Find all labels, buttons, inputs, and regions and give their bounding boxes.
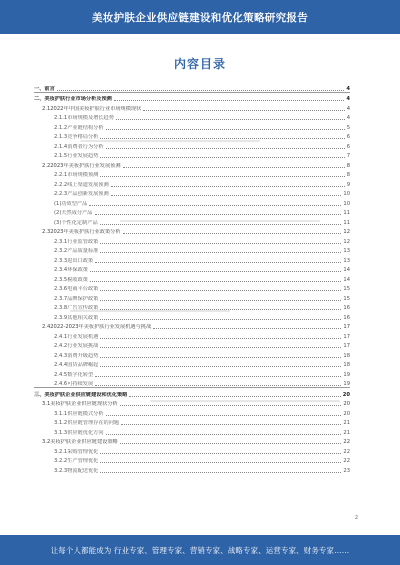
toc-entry-number: 3.2.3 [54, 467, 68, 474]
report-header [0, 0, 400, 34]
toc-entry-label: 环保政策 [67, 267, 88, 273]
toc-leader-dots [143, 110, 344, 111]
toc-leader-dots [95, 262, 341, 263]
toc-entry-page: 17 [343, 333, 350, 340]
toc-entry[interactable] [34, 121, 350, 131]
toc-entry-number: 3.1.1 [54, 410, 68, 417]
toc-entry-label: 电商平台政策 [67, 286, 99, 292]
toc-entry-label: 美妆护肤企业供应链建设和优化策略 [44, 391, 128, 398]
toc-entry-page: 19 [343, 371, 350, 378]
toc-entry-label: 2022年中国美妆护肤行业市场规模现状 [50, 105, 142, 112]
toc-entry-label: 线上渠道发展预测 [67, 181, 109, 188]
toc-entry-page: 21 [343, 420, 350, 426]
toc-entry-number: 2.3.4 [54, 267, 68, 273]
toc-entry-label: 产品质量标准 [67, 248, 99, 254]
toc-entry-page: 9 [346, 181, 350, 188]
toc-entry-label: 竞争格局分析 [67, 134, 99, 140]
toc-entry-number: 一、 [34, 85, 45, 92]
toc-leader-dots [100, 224, 342, 225]
toc-leader-dots [121, 424, 341, 425]
toc-entry-label: 国货品牌崛起 [67, 362, 99, 368]
toc-entry-label: 其他相关政策 [67, 314, 99, 321]
toc-entry-page: 20 [342, 391, 350, 398]
toc-entry-page: 15 [343, 286, 350, 292]
toc-entry-number: 2.1 [42, 105, 51, 112]
toc-entry-number: 2.4.2 [54, 343, 68, 349]
toc-entry-page: 16 [343, 314, 350, 321]
toc-entry-number: 2.4 [42, 324, 51, 330]
toc-leader-dots [100, 243, 341, 244]
toc-entry-number: 2.4.3 [54, 352, 68, 359]
toc-entry[interactable] [34, 330, 350, 340]
toc-entry-label: 广告宣传政策 [67, 305, 99, 311]
toc-entry-page: 11 [343, 210, 350, 216]
toc-entry-number: 2.3.5 [54, 276, 68, 283]
toc-entry-label: 数字化转型 [67, 371, 94, 378]
toc-entry-page: 4 [346, 96, 350, 102]
toc-entry[interactable] [34, 197, 350, 207]
toc-leader-dots [95, 214, 342, 215]
toc-entry[interactable] [34, 188, 350, 198]
toc-leader-dots [100, 347, 341, 348]
toc-entry[interactable] [34, 407, 350, 417]
toc-entry[interactable] [34, 387, 350, 398]
toc-entry-page: 22 [343, 458, 350, 464]
toc-leader-dots [100, 157, 344, 158]
toc-entry[interactable] [34, 245, 350, 255]
toc-entry[interactable] [34, 436, 350, 446]
toc-entry-number: 2.2.3 [54, 191, 68, 197]
toc-entry-number: 3.1.2 [54, 420, 68, 426]
toc-entry-label: 采购管理优化 [67, 448, 99, 455]
toc-entry[interactable] [34, 235, 350, 245]
toc-leader-dots [123, 233, 342, 234]
toc-entry-label: 前言 [44, 85, 55, 92]
toc-leader-dots [153, 328, 341, 329]
toc-entry-page: 6 [346, 143, 350, 150]
toc-leader-dots [100, 300, 341, 301]
toc-entry-number: 2.3.2 [54, 248, 68, 254]
toc-entry[interactable] [34, 226, 350, 236]
toc-entry[interactable] [34, 102, 350, 112]
toc-entry[interactable] [34, 150, 350, 160]
toc-leader-dots [100, 176, 344, 177]
toc-entry[interactable] [34, 82, 350, 92]
toc-entry-number: 2.3.8 [54, 305, 68, 311]
toc-entry[interactable] [34, 216, 350, 226]
toc-leader-dots [114, 100, 345, 101]
toc-entry-label: 物流配送优化 [67, 467, 99, 474]
toc-entry-label: 行业监管政策 [67, 238, 99, 245]
toc-entry-page: 23 [343, 467, 350, 474]
toc-entry-page: 20 [343, 410, 350, 417]
toc-leader-dots [116, 119, 345, 120]
toc-entry-label: 2023年美妆护肤行业发展预测 [50, 162, 121, 169]
toc-entry-number: 2.3.7 [54, 295, 68, 302]
toc-leader-dots [100, 138, 344, 139]
toc-entry-number: 2.3.1 [54, 238, 68, 245]
toc-entry-number: 2.4.6 [54, 381, 68, 387]
toc-leader-dots [106, 415, 342, 416]
toc-leader-dots [106, 434, 342, 435]
toc-leader-dots [100, 462, 341, 463]
toc-leader-dots [90, 271, 341, 272]
toc-entry-number: 2.1.1 [54, 115, 68, 121]
toc-entry[interactable] [34, 321, 350, 331]
toc-entry[interactable] [34, 349, 350, 359]
toc-entry[interactable] [34, 368, 350, 378]
toc-leader-dots [100, 319, 341, 320]
toc-entry[interactable] [34, 92, 350, 103]
toc-title: 内容目录 [173, 57, 226, 71]
toc-entry-number: (1) [54, 200, 62, 207]
toc-leader-dots [100, 290, 341, 291]
toc-entry-label: 可持续发展 [67, 381, 94, 387]
toc-entry-label: 消费升级趋势 [67, 352, 99, 359]
toc-entry-label: 税收政策 [67, 276, 88, 283]
toc-entry-page: 13 [343, 257, 350, 264]
toc-entry-page: 12 [343, 229, 350, 235]
toc-entry[interactable] [34, 264, 350, 274]
toc-entry-label: 市场规模预测 [67, 172, 99, 178]
toc-entry-number: 2.3.6 [54, 286, 68, 292]
toc-entry-label: 消费者行为分析 [67, 143, 104, 150]
toc-entry-page: 22 [343, 439, 350, 445]
toc-entry-label: 行业发展趋势 [67, 153, 99, 159]
toc-entry-page: 21 [343, 429, 350, 436]
toc-entry-page: 13 [343, 248, 350, 254]
toc-entry[interactable] [34, 445, 350, 455]
toc-leader-dots [100, 309, 341, 310]
toc-leader-dots [129, 396, 340, 397]
toc-entry-page: 10 [343, 191, 350, 197]
toc-entry-number: 2.3.9 [54, 314, 68, 321]
toc-entry-number: 2.2 [42, 162, 51, 169]
toc-entry-label: 功效型产品 [61, 200, 88, 207]
toc-entry-label: 进出口政策 [67, 257, 94, 264]
toc-entry[interactable] [34, 131, 350, 141]
toc-entry-number: 3.1.3 [54, 429, 68, 436]
toc-entry-number: 2.3 [42, 229, 51, 235]
toc-entry[interactable] [34, 398, 350, 408]
toc-entry[interactable] [34, 207, 350, 217]
toc-leader-dots [120, 405, 342, 406]
toc-entry-number: 二、 [34, 96, 45, 102]
toc-entry[interactable] [34, 302, 350, 312]
page-number: 2 [354, 515, 358, 521]
toc-entry-page: 15 [343, 295, 350, 302]
toc-entry-label: 市场规模及增长趋势 [67, 115, 114, 121]
toc-entry-label: 产品创新发展预测 [67, 191, 109, 197]
toc-entry-page: 14 [343, 276, 350, 283]
toc-entry-number: 2.4.5 [54, 371, 68, 378]
toc-entry[interactable] [34, 359, 350, 369]
toc-entry-page: 22 [343, 448, 350, 455]
toc-entry[interactable] [34, 292, 350, 302]
toc-entry-number: 2.1.4 [54, 143, 68, 150]
toc-entry-page: 18 [343, 352, 350, 359]
toc-entry[interactable] [34, 159, 350, 169]
footer-slogan: 让每个人都能成为 行业专家、管理专家、营销专家、战略专家、运营专家、财务专家…… [50, 545, 350, 555]
toc-entry[interactable] [34, 455, 350, 465]
toc-entry-page: 14 [343, 267, 350, 273]
toc-entry-label: 2023年美妆护肤行业政策分析 [50, 229, 121, 235]
toc-leader-dots [90, 281, 341, 282]
toc-entry-page: 4 [346, 85, 350, 92]
toc-entry-number: 2.2.1 [54, 172, 68, 178]
toc-leader-dots [100, 357, 341, 358]
toc-entry[interactable] [34, 140, 350, 150]
toc-entry[interactable] [34, 417, 350, 427]
toc-entry-page: 6 [346, 134, 350, 140]
toc-leader-dots [100, 472, 341, 473]
toc-entry-page: 20 [343, 401, 350, 407]
toc-entry-page: 18 [343, 362, 350, 368]
toc-entry-page: 4 [346, 105, 350, 112]
toc-entry-label: 生产管理优化 [67, 458, 99, 464]
toc-entry[interactable] [34, 178, 350, 188]
toc-entry-label: 行业发展机遇 [67, 333, 99, 340]
toc-entry-label: 天然成分产品 [61, 210, 93, 216]
toc-leader-dots [100, 453, 341, 454]
toc-leader-dots [111, 186, 345, 187]
toc-leader-dots [106, 129, 345, 130]
toc-entry-number: 3.1 [42, 401, 51, 407]
toc-leader-dots [95, 385, 341, 386]
toc-entry[interactable] [34, 273, 350, 283]
toc-leader-dots [100, 252, 341, 253]
toc-leader-dots [95, 376, 341, 377]
toc-entry-label: 行业发展挑战 [67, 343, 99, 349]
toc-entry-label: 供应链管理存在的问题 [67, 420, 120, 426]
report-footer [0, 535, 400, 565]
toc-entry-number: 3.2 [42, 439, 51, 445]
toc-entry-page: 10 [343, 200, 350, 207]
toc-entry-number: 2.4.1 [54, 333, 68, 340]
toc-entry-page: 17 [343, 324, 350, 330]
toc-entry-number: 2.1.3 [54, 134, 68, 140]
toc-leader-dots [100, 366, 341, 367]
toc-entry-page: 4 [346, 115, 350, 121]
toc-entry-label: 供应链模式分析 [67, 410, 104, 417]
toc-leader-dots [106, 148, 345, 149]
toc-entry-page: 17 [343, 343, 350, 349]
toc-entry[interactable] [34, 169, 350, 179]
report-title: 美妆护肤企业供应链建设和优化策略研究报告 [92, 11, 308, 24]
toc-entry[interactable] [34, 311, 350, 321]
toc-entry-number: 3.2.1 [54, 448, 68, 455]
toc-entry-page: 7 [346, 153, 350, 159]
toc-entry[interactable] [34, 283, 350, 293]
toc-entry-label: 美妆护肤行业市场分析及预测 [44, 96, 112, 102]
toc-entry-label: 个性化定制产品 [61, 219, 98, 226]
toc-entry-label: 产业链结构分析 [67, 124, 104, 131]
toc-entry-number: 2.3.3 [54, 257, 68, 264]
toc-entry-number: 2.4.4 [54, 362, 68, 368]
toc-entry[interactable] [34, 464, 350, 474]
table-of-contents [34, 82, 350, 474]
toc-leader-dots [89, 205, 341, 206]
toc-entry-label: 供应链优化方向 [67, 429, 104, 436]
toc-entry[interactable] [34, 340, 350, 350]
toc-leader-dots [111, 195, 342, 196]
toc-leader-dots [57, 90, 345, 91]
toc-entry-page: 8 [346, 162, 350, 169]
toc-entry-number: 2.2.2 [54, 181, 68, 188]
toc-entry-number: 2.1.2 [54, 124, 68, 131]
toc-leader-dots [100, 338, 341, 339]
toc-leader-dots [123, 167, 345, 168]
toc-entry-label: 美妆护肤企业供应链现状分析 [50, 401, 118, 407]
toc-entry-label: 美妆护肤企业供应链建设策略 [50, 439, 118, 445]
toc-entry-page: 8 [346, 172, 350, 178]
toc-entry-number: 2.1.5 [54, 153, 68, 159]
toc-entry-page: 11 [343, 219, 350, 226]
toc-entry-label: 品牌保护政策 [67, 295, 99, 302]
toc-entry-number: 三、 [34, 391, 45, 398]
toc-entry-page: 12 [343, 238, 350, 245]
toc-entry[interactable] [34, 254, 350, 264]
toc-entry-number: 3.2.2 [54, 458, 68, 464]
toc-entry-number: (2) [54, 210, 62, 216]
toc-entry-page: 16 [343, 305, 350, 311]
toc-leader-dots [120, 443, 342, 444]
toc-entry-page: 5 [346, 124, 350, 131]
toc-entry-page: 19 [343, 381, 350, 387]
toc-entry[interactable] [34, 426, 350, 436]
toc-entry-label: 2022-2023年美妆护肤行业发展机遇与挑战 [50, 324, 152, 330]
toc-entry-number: (3) [54, 219, 62, 226]
toc-entry[interactable] [34, 378, 350, 388]
toc-entry[interactable] [34, 112, 350, 122]
